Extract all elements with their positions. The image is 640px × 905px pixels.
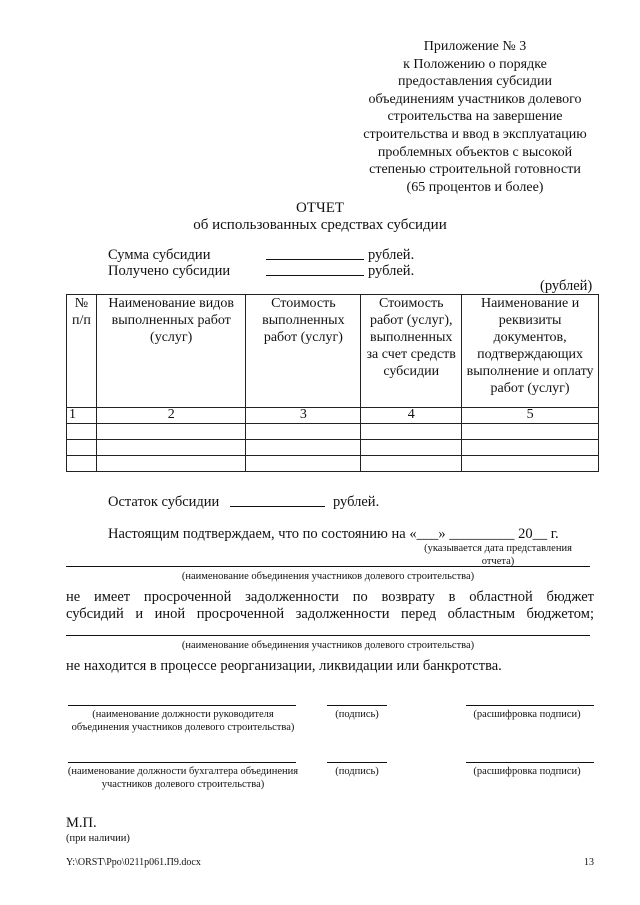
appendix-line: предоставления субсидии (397, 74, 553, 90)
position-line[interactable] (68, 705, 296, 706)
statement-line: не имеет просроченной задолженности по возврату в областной бюджет (66, 589, 594, 605)
table-row (67, 440, 599, 456)
appendix-line: объединениям участников долевого (368, 91, 582, 107)
position-line[interactable] (68, 762, 296, 763)
balance-blank (230, 494, 325, 512)
column-number: 4 (361, 408, 462, 424)
header-work-type: Наименование видов выполненных работ (услуг) (96, 295, 246, 408)
table-cell[interactable] (96, 440, 246, 456)
decode-note: (расшифровка подписи) (473, 766, 581, 777)
statement-line: не находится в процессе реорганизации, ликвидации или банкротства. (66, 658, 502, 674)
column-number-row (67, 408, 599, 424)
org-name-note: (наименование объединения участников долевого строительства) (181, 571, 475, 582)
header-work-cost: Стоимость выполненных работ (услуг) (246, 295, 361, 408)
footer-page-number: 13 (584, 857, 594, 868)
table-cell[interactable] (361, 424, 462, 440)
table-row (67, 456, 599, 472)
appendix-line: строительства и ввод в эксплуатацию (363, 126, 587, 142)
table-cell[interactable] (462, 456, 599, 472)
table-header-row (67, 295, 599, 408)
table-cell[interactable] (67, 456, 97, 472)
signature-line[interactable] (327, 762, 387, 763)
table-cell[interactable] (246, 424, 361, 440)
header-number: № п/п (67, 295, 97, 408)
column-number: 3 (246, 408, 361, 424)
org-name-line[interactable] (66, 566, 590, 567)
signature-line[interactable] (327, 705, 387, 706)
decode-line[interactable] (466, 705, 594, 706)
subsidy-received-unit: рублей. (368, 263, 415, 279)
column-number: 2 (96, 408, 246, 424)
org-name-line[interactable] (66, 635, 590, 636)
subsidy-amount-unit: рублей. (368, 247, 415, 263)
table-row (67, 424, 599, 440)
balance-unit: рублей. (333, 494, 380, 510)
stamp-note: (при наличии) (66, 833, 130, 844)
stamp-label: М.П. (66, 815, 97, 831)
report-title: ОТЧЕТ (295, 200, 345, 216)
table-cell[interactable] (361, 440, 462, 456)
table-cell[interactable] (96, 456, 246, 472)
position-note: (наименование должности руководителя объединения участников долевого строительства) (71, 709, 295, 733)
report-subtitle: об использованных средствах субсидии (193, 217, 447, 233)
appendix-header (330, 38, 620, 196)
signature-note: (подпись) (335, 709, 379, 720)
confirm-note: (указывается дата представления отчета) (424, 543, 572, 567)
table-cell[interactable] (462, 440, 599, 456)
decode-note: (расшифровка подписи) (473, 709, 581, 720)
header-documents: Наименование и реквизиты документов, подтверждающих выполнение и оплату работ (услуг) (462, 295, 599, 408)
appendix-line: степенью строительной готовности (369, 162, 581, 178)
appendix-line: Приложение № 3 (423, 39, 527, 54)
appendix-line: (65 процентов и более) (406, 179, 544, 195)
appendix-line: строительства на завершение (387, 109, 563, 125)
subsidy-received-label: Получено субсидии (108, 263, 231, 279)
table-cell[interactable] (67, 424, 97, 440)
decode-line[interactable] (466, 762, 594, 763)
statement-line: субсидий и иной просроченной задолженности перед областным бюджетом; (66, 606, 594, 622)
signature-note: (подпись) (335, 766, 379, 777)
table-cell[interactable] (462, 424, 599, 440)
org-name-note: (наименование объединения участников долевого строительства) (181, 640, 475, 651)
report-table (66, 294, 599, 472)
appendix-line: проблемных объектов с высокой (377, 144, 573, 160)
confirm-text: Настоящим подтверждаем, что по состоянию на «___» _________ 20__ г. (108, 526, 559, 542)
table-cell[interactable] (246, 440, 361, 456)
column-number: 1 (67, 408, 97, 424)
appendix-line: к Положению о порядке (403, 56, 547, 72)
header-subsidy-cost: Стоимость работ (услуг), выполненных за счет средств субсидии (361, 295, 462, 408)
table-cell[interactable] (361, 456, 462, 472)
table-unit: (рублей) (540, 278, 593, 294)
column-number: 5 (462, 408, 599, 424)
position-note: (наименование должности бухгалтера объединения участников долевого строительства) (67, 766, 299, 790)
table-cell[interactable] (246, 456, 361, 472)
table-cell[interactable] (96, 424, 246, 440)
footer-file-path: Y:\ORST\Ppo\0211p061.П9.docx (66, 857, 201, 868)
subsidy-received-blank (266, 263, 364, 281)
balance-label: Остаток субсидии (108, 494, 220, 510)
subsidy-amount-label: Сумма субсидии (108, 247, 211, 263)
table-cell[interactable] (67, 440, 97, 456)
